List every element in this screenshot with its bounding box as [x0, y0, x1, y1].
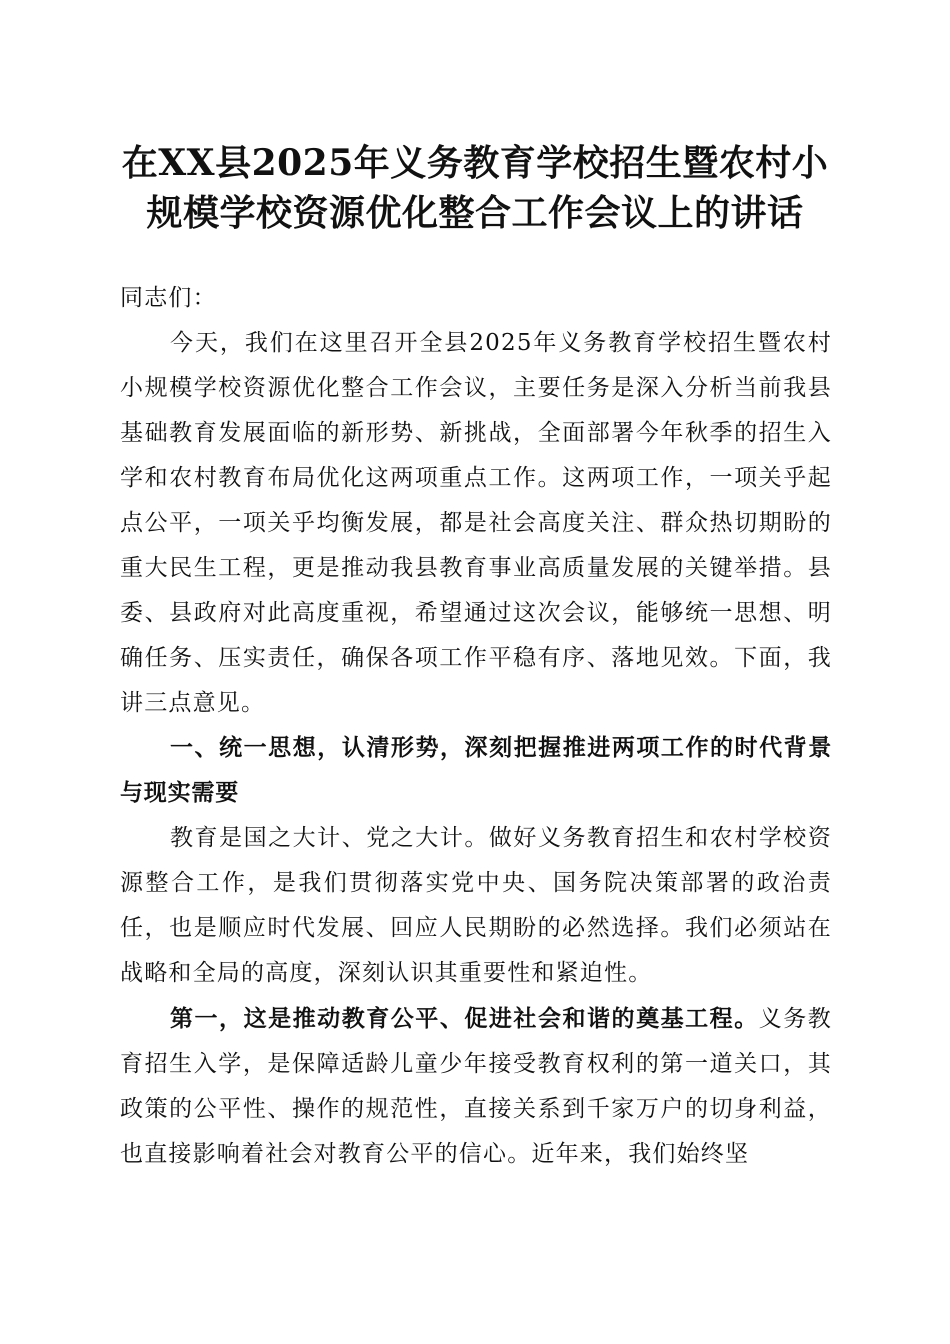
paragraph-3-lead: 第一，这是推动教育公平、促进社会和谐的奠基工程。: [170, 1005, 759, 1032]
title-line-2: 规模学校资源优化整合工作会议上的讲话: [146, 192, 804, 234]
document-body: [120, 276, 832, 1177]
section-heading-1: 一、统一思想，认清形势，深刻把握推进两项工作的时代背景与现实需要: [120, 735, 832, 806]
paragraph-3-text: 义务教育招生入学，是保障适龄儿童少年接受教育权利的第一道关口，其政策的公平性、操作的规范性，直接关系到千家万户的切身利益，也直接影响着社会对教育公平的信心。近年来，我们始终坚: [120, 1006, 832, 1167]
greeting: 同志们：: [120, 285, 217, 311]
paragraph-intro: 今天，我们在这里召开全县2025年义务教育学校招生暨农村小规模学校资源优化整合工作会议，主要任务是深入分析当前我县基础教育发展面临的新形势、新挑战，全面部署今年秋季的招生入学和农村教育布局优化这两项重点工作。这两项工作，一项关乎起点公平，一项关乎均衡发展，都是社会高度关注、群众热切期盼的重大民生工程，更是推动我县教育事业高质量发展的关键举措。县委、县政府对此高度重视，希望通过这次会议，能够统一思想、明确任务、压实责任，确保各项工作平稳有序、落地见效。下面，我讲三点意见。: [120, 330, 832, 716]
document-title: [100, 138, 850, 238]
paragraph-2: 教育是国之大计、党之大计。做好义务教育招生和农村学校资源整合工作，是我们贯彻落实党中央、国务院决策部署的政治责任，也是顺应时代发展、回应人民期盼的必然选择。我们必须站在战略和全局的高度，深刻认识其重要性和紧迫性。: [120, 825, 832, 986]
paragraph-3: [120, 996, 832, 1177]
title-line-1: 在XX县2025年义务教育学校招生暨农村小: [121, 142, 829, 184]
